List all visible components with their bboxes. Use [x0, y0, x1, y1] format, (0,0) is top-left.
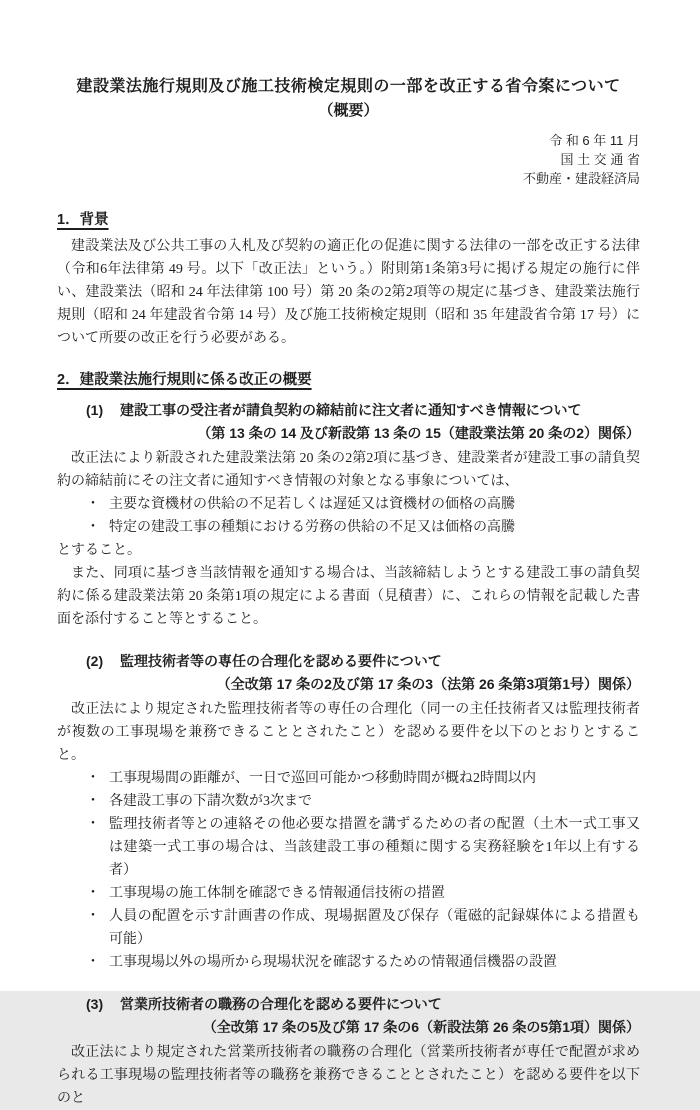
subsection-1-number: (1): [86, 402, 104, 418]
bullet-text: 各建設工事の下請次数が3次まで: [109, 794, 312, 809]
bullet-item: [86, 767, 640, 790]
bureau-line: 不動産・建設経済局: [522, 171, 640, 186]
bullet-text: 工事現場の施工体制を確認できる情報通信技術の措置: [109, 886, 445, 901]
bullet-text: 監理技術者等との連絡その他必要な措置を講ずるための者の配置（土木一式工事又は建築一式工事の場合は、当該建設工事の種類に関する実務経験を1年以上有する者）: [109, 817, 640, 878]
document-title: 建設業法施行規則及び施工技術検定規則の一部を改正する省令案について: [76, 78, 621, 95]
subsection-3-reference: （全改第 17 条の5及び第 17 条の6（新設法第 26 条の5第1項）関係）: [202, 1019, 640, 1035]
date-line: 令 和 6 年 11 月: [549, 133, 640, 148]
bullet-item: [86, 516, 640, 539]
section-2-heading: 2．建設業法施行規則に係る改正の概要: [57, 372, 312, 388]
subsection-1: [57, 400, 640, 631]
subsection-1-heading: [86, 400, 640, 421]
bullet-marker: ・: [86, 520, 100, 535]
subsection-2-heading: [86, 651, 640, 672]
subsection-1-paragraph-2: また、同項に基づき当該情報を通知する場合は、当該締結しようとする建設工事の請負契約に係る建設業法第 20 条第1項の規定による書面（見積書）に、これらの情報を記載した書面を添付すること等とすること。: [57, 566, 640, 627]
section-amendment-overview: [57, 369, 640, 1110]
document-header: [57, 76, 640, 188]
subsection-1-paragraph-1: 改正法により新設された建設業法第 20 条の2第2項に基づき、建設業者が建設工事の請負契約の締結前にその注文者に通知すべき情報の対象となる事象については、: [57, 451, 640, 489]
bullet-item: [86, 882, 640, 905]
organization-line: 国 土 交 通 省: [560, 152, 640, 167]
subsection-2-title: 監理技術者等の専任の合理化を認める要件について: [120, 653, 442, 669]
bullet-text: 主要な資機材の供給の不足若しくは遅延又は資機材の価格の高騰: [109, 497, 515, 512]
subsection-2-bullet-list: [86, 767, 640, 974]
bullet-text: 工事現場間の距離が、一日で巡回可能かつ移動時間が概ね2時間以内: [109, 771, 536, 786]
subsection-2-number: (2): [86, 653, 104, 669]
section-1-heading: 1．背景: [57, 212, 109, 228]
bullet-text: 特定の建設工事の種類における労務の供給の不足又は価格の高騰: [109, 520, 515, 535]
subsection-1-reference: （第 13 条の 14 及び新設第 13 条の 15（建設業法第 20 条の2）関係）: [197, 425, 640, 441]
subsection-2-reference: （全改第 17 条の2及び第 17 条の3（法第 26 条第3項第1号）関係）: [216, 676, 640, 692]
bullet-marker: ・: [86, 817, 100, 832]
bullet-item: [86, 790, 640, 813]
bullet-item: [86, 905, 640, 951]
bullet-marker: ・: [86, 794, 100, 809]
subsection-3-paragraph-1: 改正法により規定された営業所技術者の職務の合理化（営業所技術者が専任で配置が求められる工事現場の監理技術者等の職務を兼務できることとされたこと）を認める要件を以下のと: [57, 1045, 640, 1106]
bullet-marker: ・: [86, 909, 100, 924]
subsection-3-heading: [86, 994, 640, 1015]
bullet-marker: ・: [86, 955, 100, 970]
header-right-block: [57, 131, 640, 188]
bullet-text: 工事現場以外の場所から現場状況を確認するための情報通信機器の設置: [109, 955, 557, 970]
subsection-1-bullet-list: [86, 493, 640, 539]
subsection-1-title: 建設工事の受注者が請負契約の締結前に注文者に通知すべき情報について: [120, 402, 582, 418]
bullet-marker: ・: [86, 886, 100, 901]
document-subtitle: （概要）: [318, 102, 379, 119]
bullet-marker: ・: [86, 771, 100, 786]
bullet-item: [86, 951, 640, 974]
section-background: [57, 209, 640, 350]
section-1-paragraph: 建設業法及び公共工事の入札及び契約の適正化の促進に関する法律の一部を改正する法律（令和6年法律第 49 号。以下「改正法」という。）附則第1条第3号に掲げる規定の施行に伴い、建設業法（昭和 24 年法律第 100 号）第 20 条の2第2項等の規定に基づき、建設業法施行規則（昭和 24 年建設省令第 14 号）及び施工技術検定規則（昭和 35 年建設省令第 17 号）について所要の改正を行う必要がある。: [57, 239, 640, 346]
bullet-text: 人員の配置を示す計画書の作成、現場据置及び保存（電磁的記録媒体による措置も可能）: [109, 909, 640, 947]
subsection-3-number: (3): [86, 996, 104, 1012]
subsection-2-paragraph-1: 改正法により規定された監理技術者等の専任の合理化（同一の主任技術者又は監理技術者が複数の工事現場を兼務できることとされたこと）を認める要件を以下のとおりとすること。: [57, 702, 640, 763]
subsection-3: [57, 994, 640, 1110]
subsection-2: [57, 651, 640, 974]
subsection-3-title: 営業所技術者の職務の合理化を認める要件について: [120, 996, 442, 1012]
subsection-1-closing: とすること。: [57, 543, 141, 558]
bullet-item: [86, 493, 640, 516]
bullet-item: [86, 813, 640, 882]
bullet-marker: ・: [86, 497, 100, 512]
